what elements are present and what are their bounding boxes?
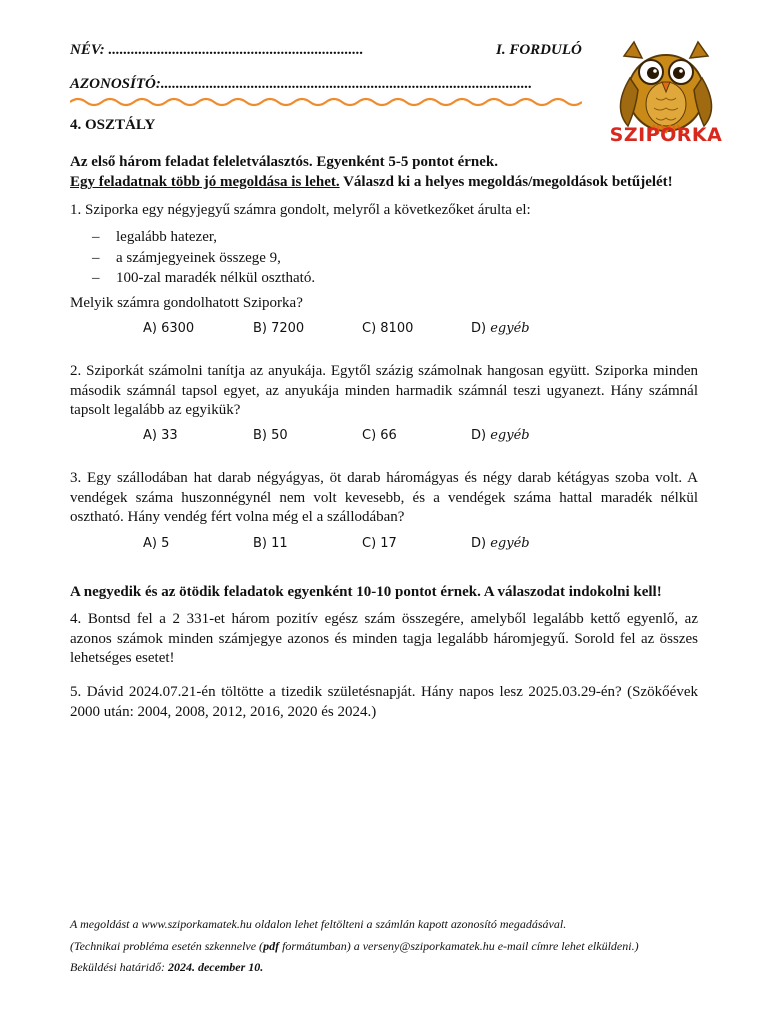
intro-line-2: [70, 173, 698, 193]
option-b[interactable]: B) 7200: [253, 321, 305, 336]
option-a[interactable]: A) 6300: [143, 321, 195, 336]
decorative-wave-divider: [70, 96, 582, 108]
option-b[interactable]: B) 50: [253, 428, 288, 443]
round-label: I. FORDULÓ: [496, 42, 582, 58]
option-a[interactable]: A) 5: [143, 536, 170, 551]
option-d[interactable]: D) egyéb: [471, 321, 530, 336]
list-item: – a számjegyeinek összege 9,: [92, 249, 281, 266]
footer-upload-note: A megoldást a www.sziporkamatek.hu oldalon lehet feltölteni a számlán kapott azonosító megadásával.: [70, 917, 567, 931]
intro-line-1: Az első három feladat feleletválasztós. Egyenként 5-5 pontot érnek.: [70, 154, 498, 170]
footer-deadline: Beküldési határidő: 2024. december 10.: [70, 960, 264, 974]
question-5-text: 5. Dávid 2024.07.21-én töltötte a tizedik születésnapját. Hány napos lesz 2025.03.29-én? (Szökőévek 2000 után: 2004, 2008, 2012, 2016, 2020 és 2024.): [70, 684, 698, 720]
list-item: – 100-zal maradék nélkül osztható.: [92, 270, 316, 286]
id-field-label: AZONOSÍTÓ:...................................................................................................: [70, 76, 533, 92]
list-item: – legalább hatezer,: [92, 229, 218, 245]
option-d[interactable]: D) egyéb: [471, 536, 530, 551]
grade-title: 4. OSZTÁLY: [70, 117, 156, 133]
question-3-options: [143, 536, 623, 556]
option-d[interactable]: D) egyéb: [471, 428, 530, 443]
name-field-label: NÉV: ....................................................................: [70, 42, 364, 58]
option-b[interactable]: B) 11: [253, 536, 288, 551]
footer-email-note: (Technikai probléma esetén szkennelve (pdf formátumban) a verseny@sziporkamatek.hu e-mail címre lehet elküldeni.): [70, 939, 639, 953]
intro-instruction: Válaszd ki a helyes megoldás/megoldások betűjelét!: [339, 174, 673, 190]
question-1-question: Melyik számra gondolhatott Sziporka?: [70, 295, 303, 311]
logo-wordmark: SZIPORKA: [609, 124, 723, 146]
question-4-text: 4. Bontsd fel a 2 331-et három pozitív egész szám összegére, amelyből legalább kettő egyenlő, az azonos számok minden számjegye azonos és minden tagja legalább háromjegyű. Sorold fel az összes lehetséges esetet!: [70, 611, 698, 666]
question-1-text: 1. Sziporka egy négyjegyű számra gondolt, melyről a következőket árulta el:: [70, 202, 531, 218]
option-c[interactable]: C) 66: [362, 428, 397, 443]
question-1-options: [143, 321, 623, 341]
question-1-conditions: [92, 227, 315, 289]
option-a[interactable]: A) 33: [143, 428, 178, 443]
intro-underlined-text: Egy feladatnak több jó megoldása is lehet.: [70, 174, 340, 190]
question-3-text: 3. Egy szállodában hat darab négyágyas, öt darab háromágyas és négy darab kétágyas szoba volt. A vendégek száma huszonnégynél nem volt kevesebb, és a vendégek száma hattal maradék nélkül osztható. Hány vendég fért volna még el a szállodában?: [70, 470, 698, 525]
option-c[interactable]: C) 17: [362, 536, 397, 551]
question-2-options: [143, 428, 623, 448]
sziporka-owl-logo: [606, 38, 726, 150]
question-2-text: 2. Sziporkát számolni tanítja az anyukája. Egytől százig számolnak hangosan együtt. Sziporka minden második számnál tapsol egyet, az anyukája minden harmadik számnál teszi ugyanezt. Hány számnál tapsolt legalább az egyikük?: [70, 363, 698, 418]
option-c[interactable]: C) 8100: [362, 321, 414, 336]
section-2-instruction: A negyedik és az ötödik feladatok egyenként 10-10 pontot érnek. A válaszodat indokolni kell!: [70, 584, 662, 600]
